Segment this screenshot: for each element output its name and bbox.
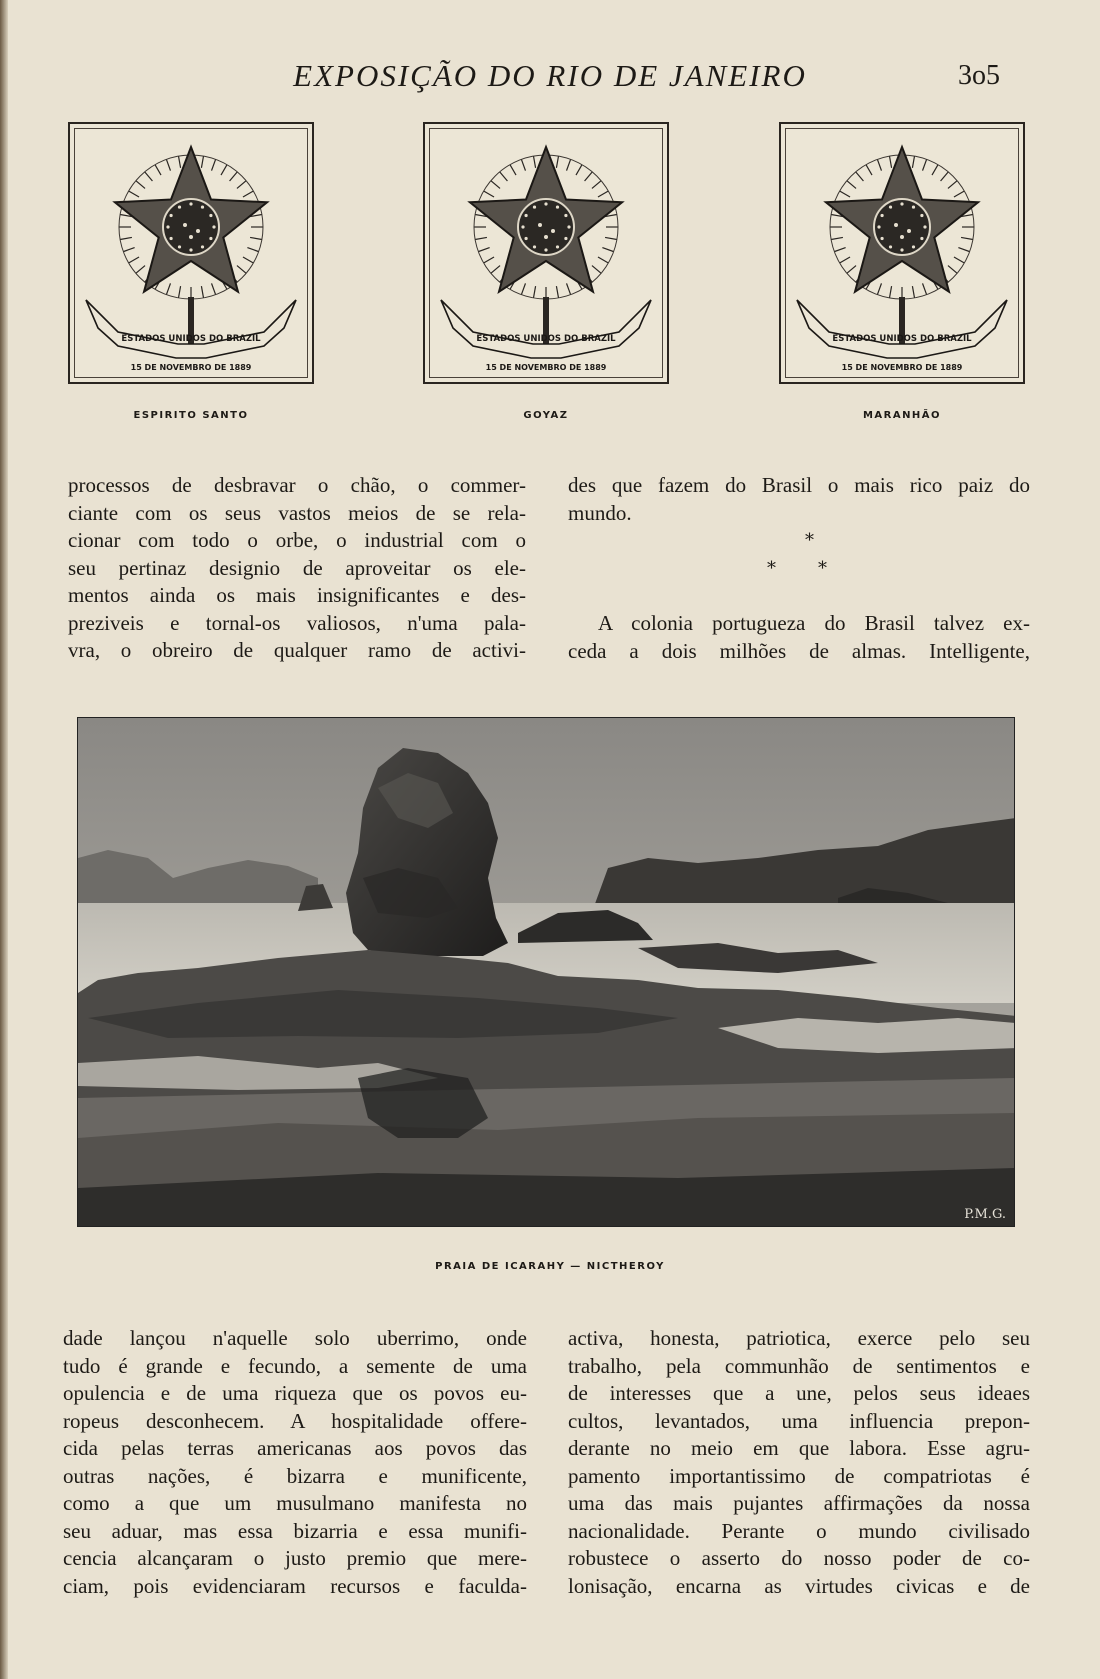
photo-praia-de-icarahy <box>77 717 1015 1227</box>
emblem-goyaz <box>423 122 669 384</box>
text-line: processos de desbravar o chão, o commer- <box>68 473 526 497</box>
text-line: cencia alcançaram o justo premio que mere- <box>63 1546 527 1570</box>
text-line: nacionalidade. Perante o mundo civilisado <box>568 1518 1030 1543</box>
text-line: opulencia e de uma riqueza que os povos eu- <box>63 1381 527 1405</box>
page-edge <box>0 0 8 1679</box>
text-line: trabalho, pela communhão de sentimentos e <box>568 1353 1030 1378</box>
lower-right-column <box>568 1325 1030 1600</box>
photo-caption: PRAIA DE ICARAHY — NICTHEROY <box>435 1261 665 1272</box>
photo-signature: P.M.G. <box>964 1207 1006 1222</box>
text-line: cultos, levantados, uma influencia prepon- <box>568 1408 1030 1433</box>
emblem-espirito-santo <box>68 122 314 384</box>
seascape-photo <box>78 718 1015 1227</box>
text-line: ciam, pois evidenciaram recursos e faculda- <box>63 1573 527 1598</box>
lower-left-column <box>63 1325 527 1600</box>
text-line: outras nações, é bizarra e munificente, <box>63 1463 527 1488</box>
text-line: activa, honesta, patriotica, exerce pelo seu <box>568 1326 1030 1350</box>
text-line: ceda a dois milhões de almas. Intelligente, <box>568 638 1030 663</box>
text-line: pamento importantissimo de compatriotas é <box>568 1463 1030 1488</box>
text-line: de interesses que a une, pelos seus ideaes <box>568 1381 1030 1405</box>
page-number: 3o5 <box>958 60 1000 91</box>
emblem-caption: MARANHÃO <box>862 410 942 421</box>
text-line: robustece o asserto do nosso poder de co- <box>568 1546 1030 1570</box>
coat-of-arms-image <box>433 132 659 374</box>
emblem-maranhao <box>779 122 1025 384</box>
text-line: cida pelas terras americanas aos povos das <box>63 1436 527 1460</box>
coat-of-arms-image <box>789 132 1015 374</box>
ribbon-date: 15 DE NOVEMBRO DE 1889 <box>841 363 963 372</box>
running-title: EXPOSIÇÃO DO RIO DE JANEIRO <box>293 58 807 93</box>
emblem-caption: ESPIRITO SANTO <box>133 410 249 421</box>
text-line: como a que um musulmano manifesta no <box>63 1491 527 1515</box>
asterism-star: * <box>818 558 827 579</box>
text-line: mundo. <box>568 500 632 525</box>
asterism-star: * <box>767 558 776 579</box>
text-line: des que fazem do Brasil o mais rico paiz do <box>568 473 1030 497</box>
text-line: dade lançou n'aquelle solo uberrimo, onde <box>63 1326 527 1350</box>
text-line: vra, o obreiro de qualquer ramo de activi- <box>68 638 526 662</box>
ribbon-lettering: ESTADOS UNIDOS DO BRAZIL <box>476 334 616 344</box>
asterism-star: * <box>805 530 814 551</box>
text-line: ropeus desconhecem. A hospitalidade offere- <box>63 1408 527 1433</box>
upper-right-column-continued <box>568 610 1030 665</box>
text-line: mentos ainda os mais insignificantes e des- <box>68 583 526 607</box>
ribbon-lettering: ESTADOS UNIDOS DO BRAZIL <box>121 334 261 344</box>
text-line: tudo é grande e fecundo, a semente de uma <box>63 1353 527 1378</box>
text-line: lonisação, encarna as virtudes civicas e de <box>568 1573 1030 1598</box>
emblem-caption: GOYAZ <box>523 410 569 421</box>
text-line: seu aduar, mas essa bizarria e essa munifi- <box>63 1518 527 1543</box>
asterism <box>755 530 855 580</box>
text-line: seu pertinaz designio de aproveitar os ele- <box>68 555 526 580</box>
text-line: derante no meio em que labora. Esse agru- <box>568 1436 1030 1460</box>
ribbon-date: 15 DE NOVEMBRO DE 1889 <box>485 363 607 372</box>
text-line: preziveis e tornal-os valiosos, n'uma pala- <box>68 610 526 635</box>
text-line: ciante com os seus vastos meios de se rela- <box>68 500 526 525</box>
text-line: cionar com todo o orbe, o industrial com o <box>68 528 526 552</box>
text-line: A colonia portugueza do Brasil talvez ex- <box>598 611 1030 635</box>
ribbon-date: 15 DE NOVEMBRO DE 1889 <box>130 363 252 372</box>
ribbon-lettering: ESTADOS UNIDOS DO BRAZIL <box>832 334 972 344</box>
text-line: uma das mais pujantes affirmações da nossa <box>568 1491 1030 1515</box>
coat-of-arms-image <box>78 132 304 374</box>
upper-right-column <box>568 472 1030 527</box>
upper-left-column <box>68 472 526 665</box>
